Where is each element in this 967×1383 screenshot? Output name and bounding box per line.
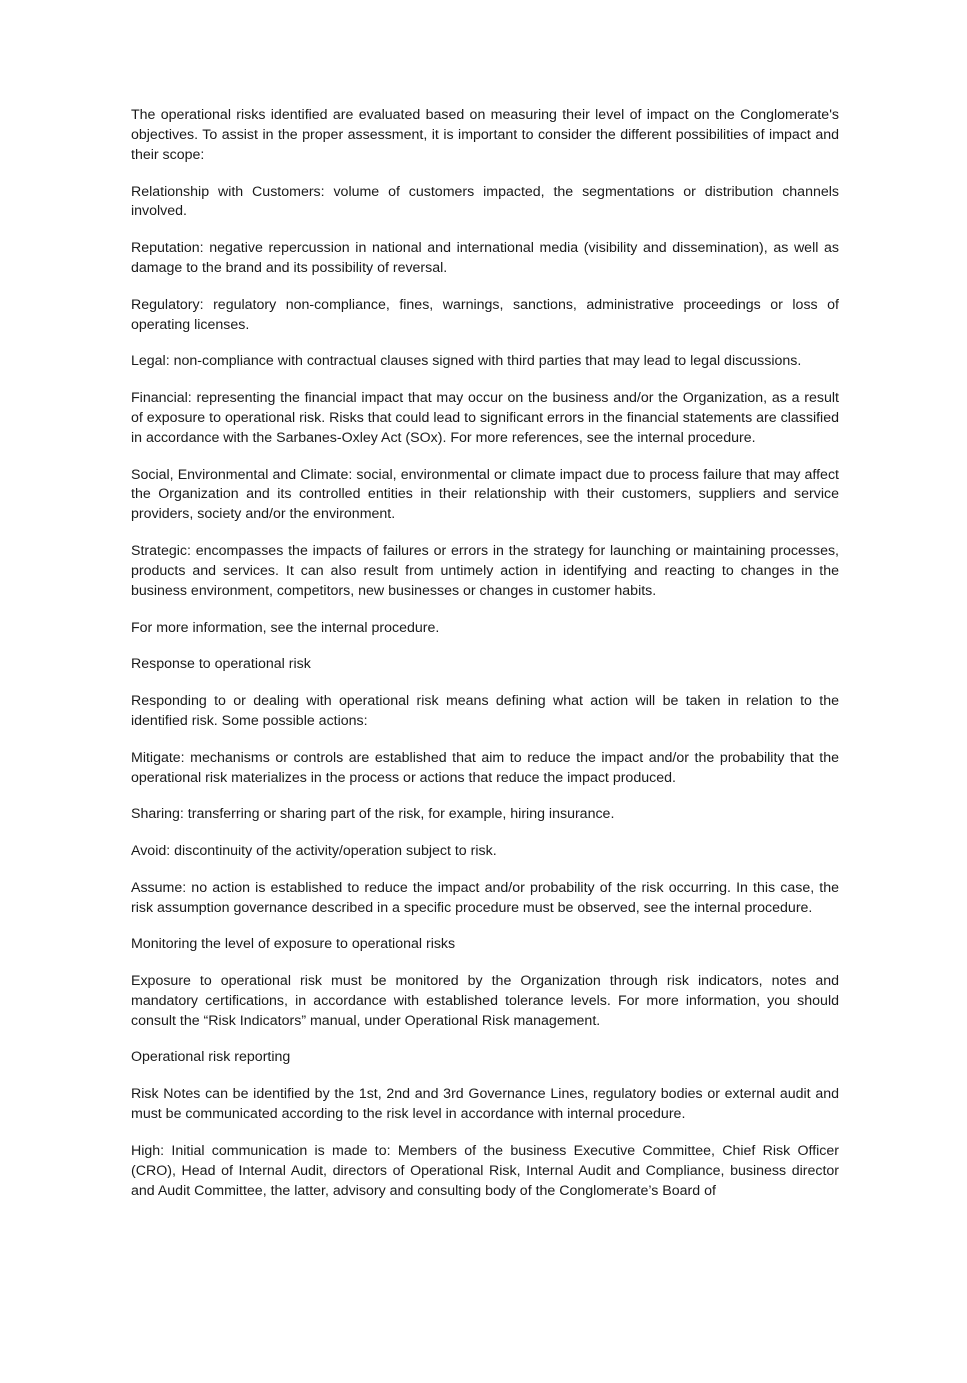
paragraph-response-intro: Responding to or dealing with operational risk means defining what action will be taken in relation to the identified risk. Some possible actions:	[131, 693, 839, 729]
paragraph-intro: The operational risks identified are evaluated based on measuring their level of impact on the Conglomerate's objectives. To assist in the proper assessment, it is important to consider the different possibilities of impact and their scope:	[131, 107, 839, 163]
document-page	[131, 106, 839, 1218]
paragraph-risk-notes: Risk Notes can be identified by the 1st, 2nd and 3rd Governance Lines, regulatory bodies or external audit and must be communicated according to the risk level in accordance with internal procedure.	[131, 1086, 839, 1123]
paragraph-exposure: Exposure to operational risk must be monitored by the Organization through risk indicators, notes and mandatory certifications, in accordance with established tolerance levels. For more information, you should consult the “Risk Indicators” manual, under Operational Risk management.	[131, 972, 839, 1029]
section-heading-monitoring: Monitoring the level of exposure to operational risks	[131, 936, 456, 953]
paragraph-high: High: Initial communication is made to: Members of the business Executive Committee, Chief Risk Officer (CRO), Head of Internal Audit, directors of Operational Risk, Internal Audit and Compliance, business director and Audit Committee, the latter, advisory and consulting body of the Conglomerate’s Board of	[131, 1142, 839, 1199]
paragraph-financial: Financial: representing the financial impact that may occur on the business and/or the Organization, as a result of exposure to operational risk. Risks that could lead to significant errors in the financial statements are classified in accordance with the Sarbanes-Oxley Act (SOx). For more references, see the internal procedure.	[131, 390, 839, 446]
paragraph-regulatory: Regulatory: regulatory non-compliance, fines, warnings, sanctions, administrative proceedings or loss of operating licenses.	[131, 296, 839, 333]
paragraph-avoid: Avoid: discontinuity of the activity/operation subject to risk.	[131, 842, 497, 859]
paragraph-legal: Legal: non-compliance with contractual clauses signed with third parties that may lead to legal discussions.	[131, 353, 802, 370]
paragraph-social-environmental: Social, Environmental and Climate: social, environmental or climate impact due to process failure that may affect the Organization and its controlled entities in their relationship with their customers, suppliers and service providers, society and/or the environment.	[131, 466, 839, 523]
paragraph-more-info: For more information, see the internal procedure.	[131, 619, 440, 636]
section-heading-reporting: Operational risk reporting	[131, 1049, 291, 1066]
paragraph-reputation: Reputation: negative repercussion in national and international media (visibility and dissemination), as well as damage to the brand and its possibility of reversal.	[131, 240, 839, 277]
paragraph-sharing: Sharing: transferring or sharing part of the risk, for example, hiring insurance.	[131, 806, 615, 823]
section-heading-response: Response to operational risk	[131, 656, 311, 673]
paragraph-strategic: Strategic: encompasses the impacts of failures or errors in the strategy for launching or maintaining processes, products and services. It can also result from untimely action in identifying and reacting to changes in the business environment, competitors, new businesses or changes in customer habits.	[131, 543, 839, 599]
paragraph-mitigate: Mitigate: mechanisms or controls are established that aim to reduce the impact and/or the probability that the operational risk materializes in the process or actions that reduce the impact produced.	[131, 749, 839, 786]
paragraph-assume: Assume: no action is established to reduce the impact and/or probability of the risk occurring. In this case, the risk assumption governance described in a specific procedure must be observed, see the internal procedure.	[131, 879, 839, 916]
paragraph-customers: Relationship with Customers: volume of customers impacted, the segmentations or distribution channels involved.	[131, 183, 839, 220]
